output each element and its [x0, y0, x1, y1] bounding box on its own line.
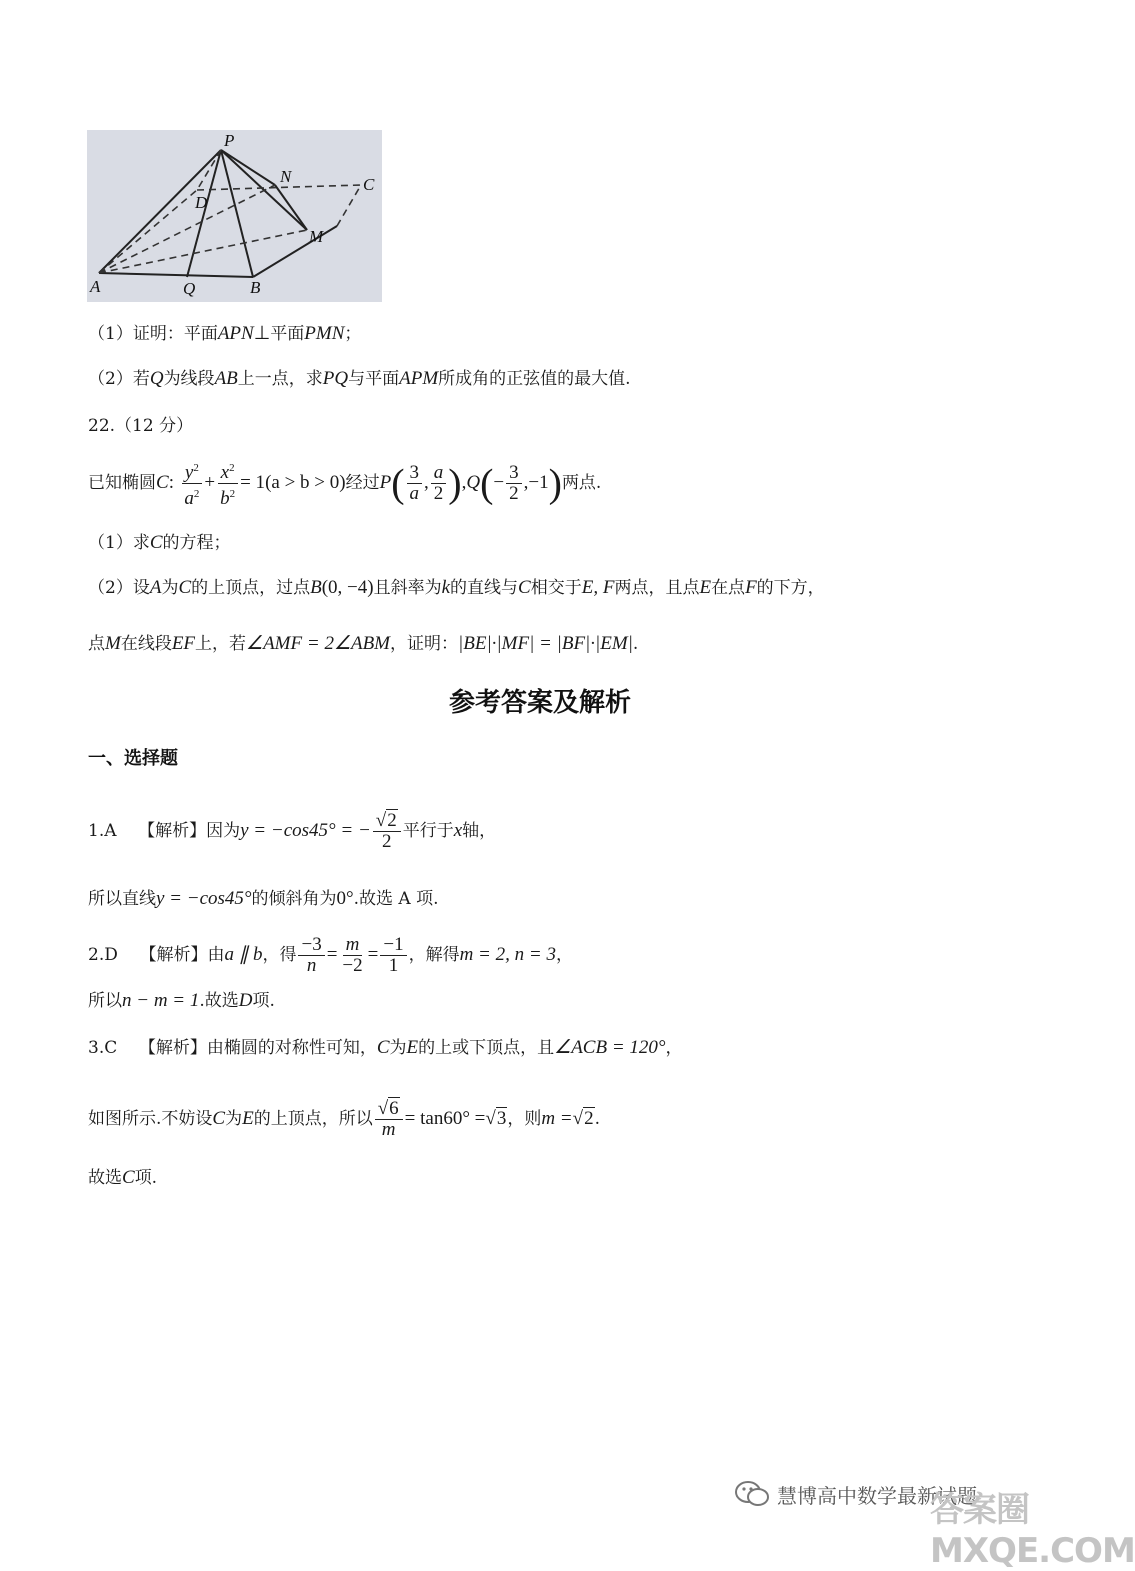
answer-3-line2: 如图所示.不妨设C为E的上顶点，所以 $\frac{√6}{m}$ = tan60° =√3，则m =√2. [88, 1098, 600, 1140]
edge-AB [99, 273, 253, 277]
answer-2-line1: 2.D 【解析】由a ∥ b，得 $\frac{-3}{n}$ = $\frac{m}{-2}$ = $\frac{-1}{1}$ ，解得m = 2, n = 3， [88, 934, 573, 976]
watermark-logo: 答案圈 MXQE.COM [930, 1490, 1135, 1571]
edge-BM [253, 226, 337, 277]
label-N: N [280, 167, 292, 186]
wechat-icon [735, 1480, 769, 1508]
section-multiple-choice: 一、选择题 [88, 748, 178, 769]
edge-PB [221, 150, 253, 277]
q21-part1: （1）证明：平面APN⊥平面PMN； [88, 323, 362, 344]
q21-part2: （2）若Q为线段AB上一点，求PQ与平面APM所成角的正弦值的最大值. [88, 368, 631, 389]
q22-part1: （1）求C的方程； [88, 532, 231, 553]
answer-2-line2: 所以n − m = 1.故选D项. [88, 990, 275, 1011]
label-A: A [90, 277, 101, 296]
label-P: P [224, 131, 235, 150]
label-D: D [195, 193, 208, 212]
answers-heading: 参考答案及解析 [448, 688, 631, 718]
fraction-x2-b2: $\frac{x^2}{b^2}$ [217, 458, 238, 509]
watermark-text: 慧博高中数学最新试题 [777, 1483, 977, 1508]
label-M: M [309, 227, 324, 246]
answer-3-line1: 3.C 【解析】由椭圆的对称性可知，C为E的上或下顶点，且∠ACB = 120°， [88, 1037, 683, 1058]
fraction-y2-a2: $\frac{y^2}{a^2}$ [181, 458, 202, 509]
edge-NM [275, 185, 307, 230]
q22-part2: （2）设A为C的上顶点，过点B(0, −4)且斜率为k的直线与C相交于E, F两点，且点E在点F的下方， [88, 577, 825, 598]
q22-intro: 已知椭圆C: $\frac{y^2}{a^2}$ + $\frac{x^2}{b^2}$ = 1(a > b > 0)经过P( $\frac{3}{a}$ , $\frac{a}{2}$ ),Q(− $\frac{3}{2}$ ,−1)两点. [88, 458, 601, 509]
answer-3-line3: 故选C项. [88, 1167, 158, 1188]
edge-AM [99, 230, 307, 273]
q22-part2b: 点M在线段EF上，若∠AMF = 2∠ABM，证明：|BE|·|MF| = |BF|·|EM|. [88, 633, 639, 654]
pyramid-figure [87, 130, 382, 302]
edge-MC [337, 185, 361, 226]
answer-1-line1: 1.A 【解析】因为y = −cos45° = − $\frac{√2}{2}$ 平行于x轴， [88, 810, 497, 852]
label-B: B [250, 278, 261, 297]
edge-PQ [187, 150, 221, 277]
label-C: C [363, 175, 375, 194]
pyramid-diagram [87, 130, 382, 302]
edge-AD [99, 190, 197, 273]
answer-1-line2: 所以直线y = −cos45°的倾斜角为0°.故选 A 项. [88, 888, 439, 909]
q22-header: 22.（12 分） [88, 416, 194, 436]
label-Q: Q [183, 279, 196, 298]
